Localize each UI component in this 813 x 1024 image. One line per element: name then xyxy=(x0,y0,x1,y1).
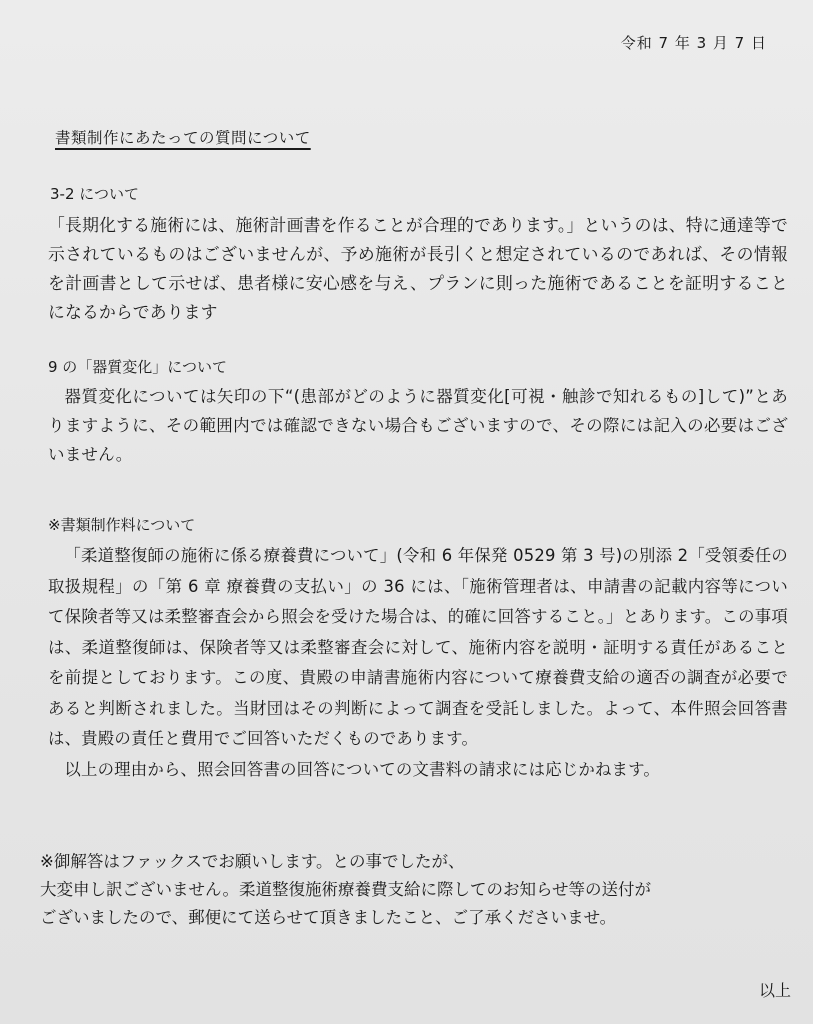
fax-note xyxy=(40,848,800,932)
section-heading: ※書類制作料について xyxy=(48,516,196,534)
note-line: ございましたので、郵便にて送らせて頂きましたこと、ご了承くださいませ。 xyxy=(40,908,617,927)
note-line: 大変申し訳ございません。柔道整復施術療養費支給に際してのお知らせ等の送付が xyxy=(40,880,651,899)
section-paragraph: 「長期化する施術には、施術計画書を作ることが合理的であります。」というのは、特に通達等で示されているものはございませんが、予め施術が長引くと想定されているのであれば、その情報を計画書として示せば、患者様に安心感を与え、プランに則った施術であることを証明することになるからであります xyxy=(48,215,788,322)
letter-date: 令和 7 年 3 月 7 日 xyxy=(620,34,767,52)
note-line: ※御解答はファックスでお願いします。との事でしたが、 xyxy=(40,852,465,871)
section-heading: 3-2 について xyxy=(50,185,139,203)
section-3-2 xyxy=(48,182,788,327)
closing-mark: 以上 xyxy=(758,981,791,1000)
section-paragraph: 器質変化については矢印の下“(患部がどのように器質変化[可視・触診で知れるもの]して)”とありますように、その範囲内では確認できない場合もございますので、その際には記入の必要はございません。 xyxy=(48,387,788,464)
section-document-fee xyxy=(48,513,788,785)
section-paragraph-conclusion: 以上の理由から、照会回答書の回答についての文書料の請求には応じかねます。 xyxy=(64,759,661,779)
section-heading: 9 の「器質変化」について xyxy=(48,358,228,376)
section-paragraph: 「柔道整復師の施術に係る療養費について」(令和 6 年保発 0529 第 3 号)の別添 2「受領委任の取扱規程」の「第 6 章 療養費の支払い」の 36 には、「施術管理者は、申請書の記載内容等について保険者等又は柔整審査会から照会を受けた場合は、的確に回答すること。」とあります。この事項は、柔道整復師は、保険者等又は柔整審査会に対して、施術内容を説明・証明する責任があることを前提としております。この度、貴殿の申請書施術内容について療養費支給の適否の調査が必要であると判断されました。当財団はその判断によって調査を受託しました。よって、本件照会回答書は、貴殿の責任と費用でご回答いただくものであります。 xyxy=(48,546,788,748)
section-9 xyxy=(48,355,788,469)
document-title: 書類制作にあたっての質問について xyxy=(55,129,311,147)
